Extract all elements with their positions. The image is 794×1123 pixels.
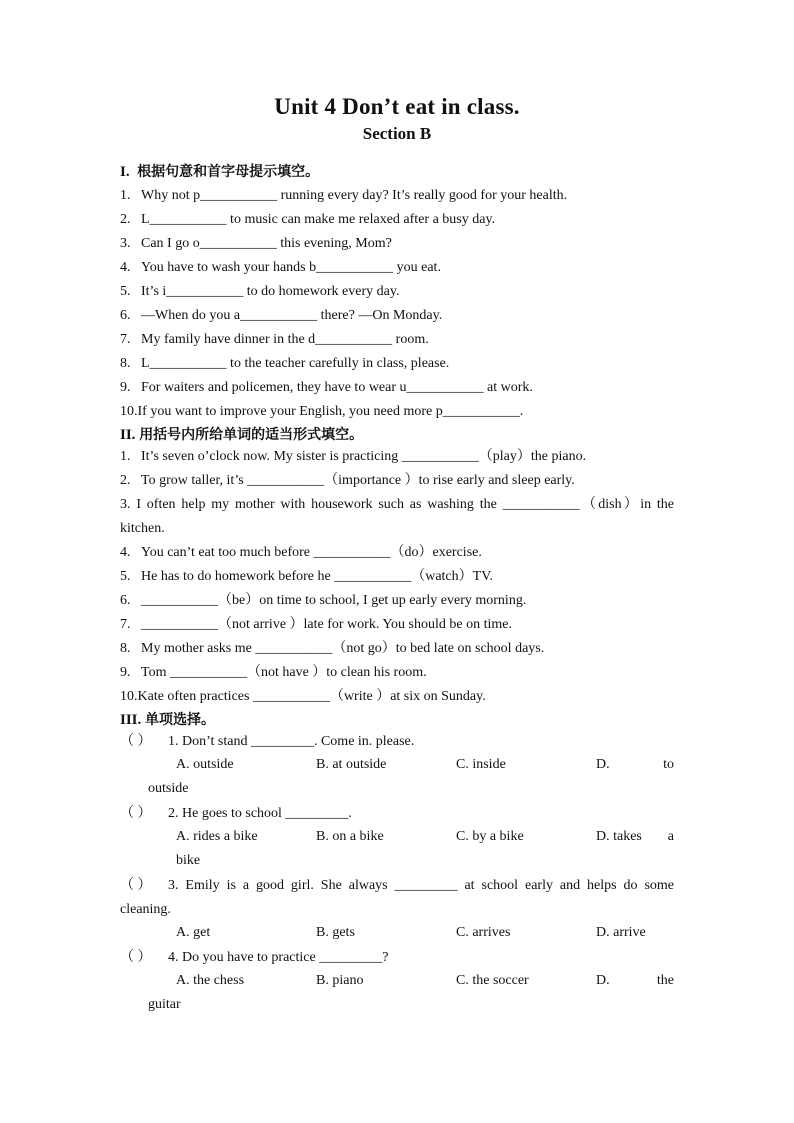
- option-d-continuation: bike: [176, 853, 201, 868]
- question-text: My family have dinner in the d___________ room.: [141, 332, 429, 347]
- question-text: 4. Do you have to practice _________?: [168, 950, 389, 965]
- s1-question-2: [120, 211, 495, 229]
- s2-question-9: [120, 664, 427, 682]
- s1-question-3: [120, 235, 392, 253]
- option-d: D. arrive: [596, 925, 646, 940]
- question-text: —When do you a___________ there? —On Monday.: [141, 308, 443, 323]
- question-text: L___________ to music can make me relaxed after a busy day.: [141, 212, 496, 227]
- option-d-text: a: [667, 829, 674, 844]
- option-d-continuation: outside: [148, 781, 189, 796]
- s2-question-8: [120, 640, 544, 658]
- question-text: He has to do homework before he ___________（watch）TV.: [141, 569, 494, 584]
- question-text: ___________（not arrive ）late for work. You should be on time.: [141, 617, 512, 632]
- option-d-text: the: [656, 973, 674, 988]
- s2-question-10: [120, 688, 486, 706]
- section-1-heading: [120, 161, 319, 181]
- question-number: 10.: [120, 689, 138, 704]
- option-a: A. outside: [176, 757, 234, 772]
- page-subtitle: Section B: [362, 124, 432, 143]
- question-number: 1.: [120, 188, 131, 203]
- s3-q4-options: [176, 973, 674, 993]
- question-number: 3.: [120, 497, 131, 512]
- question-number: 2.: [120, 212, 131, 227]
- s1-question-8: [120, 355, 449, 373]
- question-text: 2. He goes to school _________.: [168, 806, 352, 821]
- option-b: B. gets: [316, 925, 355, 940]
- question-text: You can’t eat too much before ___________（do）exercise.: [141, 545, 482, 560]
- answer-paren: （ ）: [120, 950, 152, 965]
- question-number: 8.: [120, 641, 131, 656]
- option-d-text: to: [663, 757, 674, 772]
- question-text: 1. Don’t stand _________. Come in. please.: [168, 734, 415, 749]
- s2-question-2: [120, 472, 575, 490]
- section-2-number: II.: [120, 427, 136, 443]
- s3-question-4: [120, 949, 388, 967]
- option-a: A. rides a bike: [176, 829, 258, 844]
- s2-question-4: [120, 544, 482, 562]
- option-b: B. piano: [316, 973, 364, 988]
- section-3-heading: [120, 709, 215, 729]
- s3-question-3: [120, 874, 674, 922]
- option-b: B. at outside: [316, 757, 387, 772]
- question-text: L___________ to the teacher carefully in class, please.: [141, 356, 450, 371]
- question-text: 3. Emily is a good girl. She always _________ at school early and helps do some cleaning.: [120, 878, 674, 917]
- s1-question-7: [120, 331, 429, 349]
- question-number: 6.: [120, 593, 131, 608]
- question-text: It’s i___________ to do homework every day.: [141, 284, 400, 299]
- option-d: D.: [596, 973, 610, 988]
- s1-question-4: [120, 259, 441, 277]
- question-number: 5.: [120, 569, 131, 584]
- question-number: 9.: [120, 380, 131, 395]
- question-number: 4.: [120, 545, 131, 560]
- question-text: It’s seven o’clock now. My sister is practicing ___________（play）the piano.: [141, 449, 587, 464]
- option-b: B. on a bike: [316, 829, 384, 844]
- s1-question-1: [120, 187, 567, 205]
- s2-question-6: [120, 592, 526, 610]
- option-a: A. get: [176, 925, 211, 940]
- option-d-continuation: guitar: [148, 997, 181, 1012]
- question-text: For waiters and policemen, they have to wear u___________ at work.: [141, 380, 533, 395]
- s3-question-1: [120, 733, 414, 751]
- answer-paren: （ ）: [120, 806, 152, 821]
- section-3-number: III.: [120, 712, 142, 728]
- question-text: Can I go o___________ this evening, Mom?: [141, 236, 392, 251]
- question-number: 3.: [120, 236, 131, 251]
- option-d: D. takes: [596, 829, 642, 844]
- option-c: C. by a bike: [456, 829, 524, 844]
- option-c: C. inside: [456, 757, 506, 772]
- option-c: C. the soccer: [456, 973, 529, 988]
- question-number: 4.: [120, 260, 131, 275]
- section-2-title: 用括号内所给单词的适当形式填空。: [139, 427, 364, 443]
- question-text: If you want to improve your English, you need more p___________.: [137, 404, 524, 419]
- s1-question-9: [120, 379, 533, 397]
- s3-q3-options: [176, 925, 674, 945]
- answer-paren: （ ）: [120, 878, 152, 893]
- question-text: Kate often practices ___________（write ）at six on Sunday.: [137, 689, 486, 704]
- question-text: To grow taller, it’s ___________（importance ）to rise early and sleep early.: [141, 473, 575, 488]
- s1-question-6: [120, 307, 442, 325]
- s2-question-3: [120, 493, 674, 541]
- question-number: 8.: [120, 356, 131, 371]
- s2-question-7: [120, 616, 512, 634]
- s1-question-10: [120, 403, 523, 421]
- s3-q2-options: [176, 829, 674, 849]
- option-d: D.: [596, 757, 610, 772]
- question-number: 7.: [120, 332, 131, 347]
- question-number: 7.: [120, 617, 131, 632]
- question-number: 2.: [120, 473, 131, 488]
- option-c: C. arrives: [456, 925, 511, 940]
- s2-question-1: [120, 448, 586, 466]
- question-text: Tom ___________（not have ）to clean his room.: [141, 665, 427, 680]
- s3-question-2: [120, 805, 352, 823]
- question-text: ___________（be）on time to school, I get up early every morning.: [141, 593, 527, 608]
- section-3-title: 单项选择。: [145, 712, 216, 728]
- question-number: 10.: [120, 404, 138, 419]
- s3-q1-options: [176, 757, 674, 777]
- page-title: Unit 4 Don’t eat in class.: [274, 94, 520, 119]
- question-text: Why not p___________ running every day? It’s really good for your health.: [141, 188, 568, 203]
- answer-paren: （ ）: [120, 734, 152, 749]
- question-text: You have to wash your hands b___________ you eat.: [141, 260, 441, 275]
- option-a: A. the chess: [176, 973, 245, 988]
- question-number: 1.: [120, 449, 131, 464]
- question-text: My mother asks me ___________（not go）to bed late on school days.: [141, 641, 545, 656]
- question-number: 6.: [120, 308, 131, 323]
- question-text: I often help my mother with housework such as washing the ___________（dish）in the kitchen.: [120, 497, 675, 536]
- s1-question-5: [120, 283, 399, 301]
- section-2-heading: [120, 424, 363, 444]
- question-number: 9.: [120, 665, 131, 680]
- question-number: 5.: [120, 284, 131, 299]
- section-1-number: I.: [120, 164, 130, 180]
- s2-question-5: [120, 568, 493, 586]
- section-1-title: 根据句意和首字母提示填空。: [137, 164, 320, 180]
